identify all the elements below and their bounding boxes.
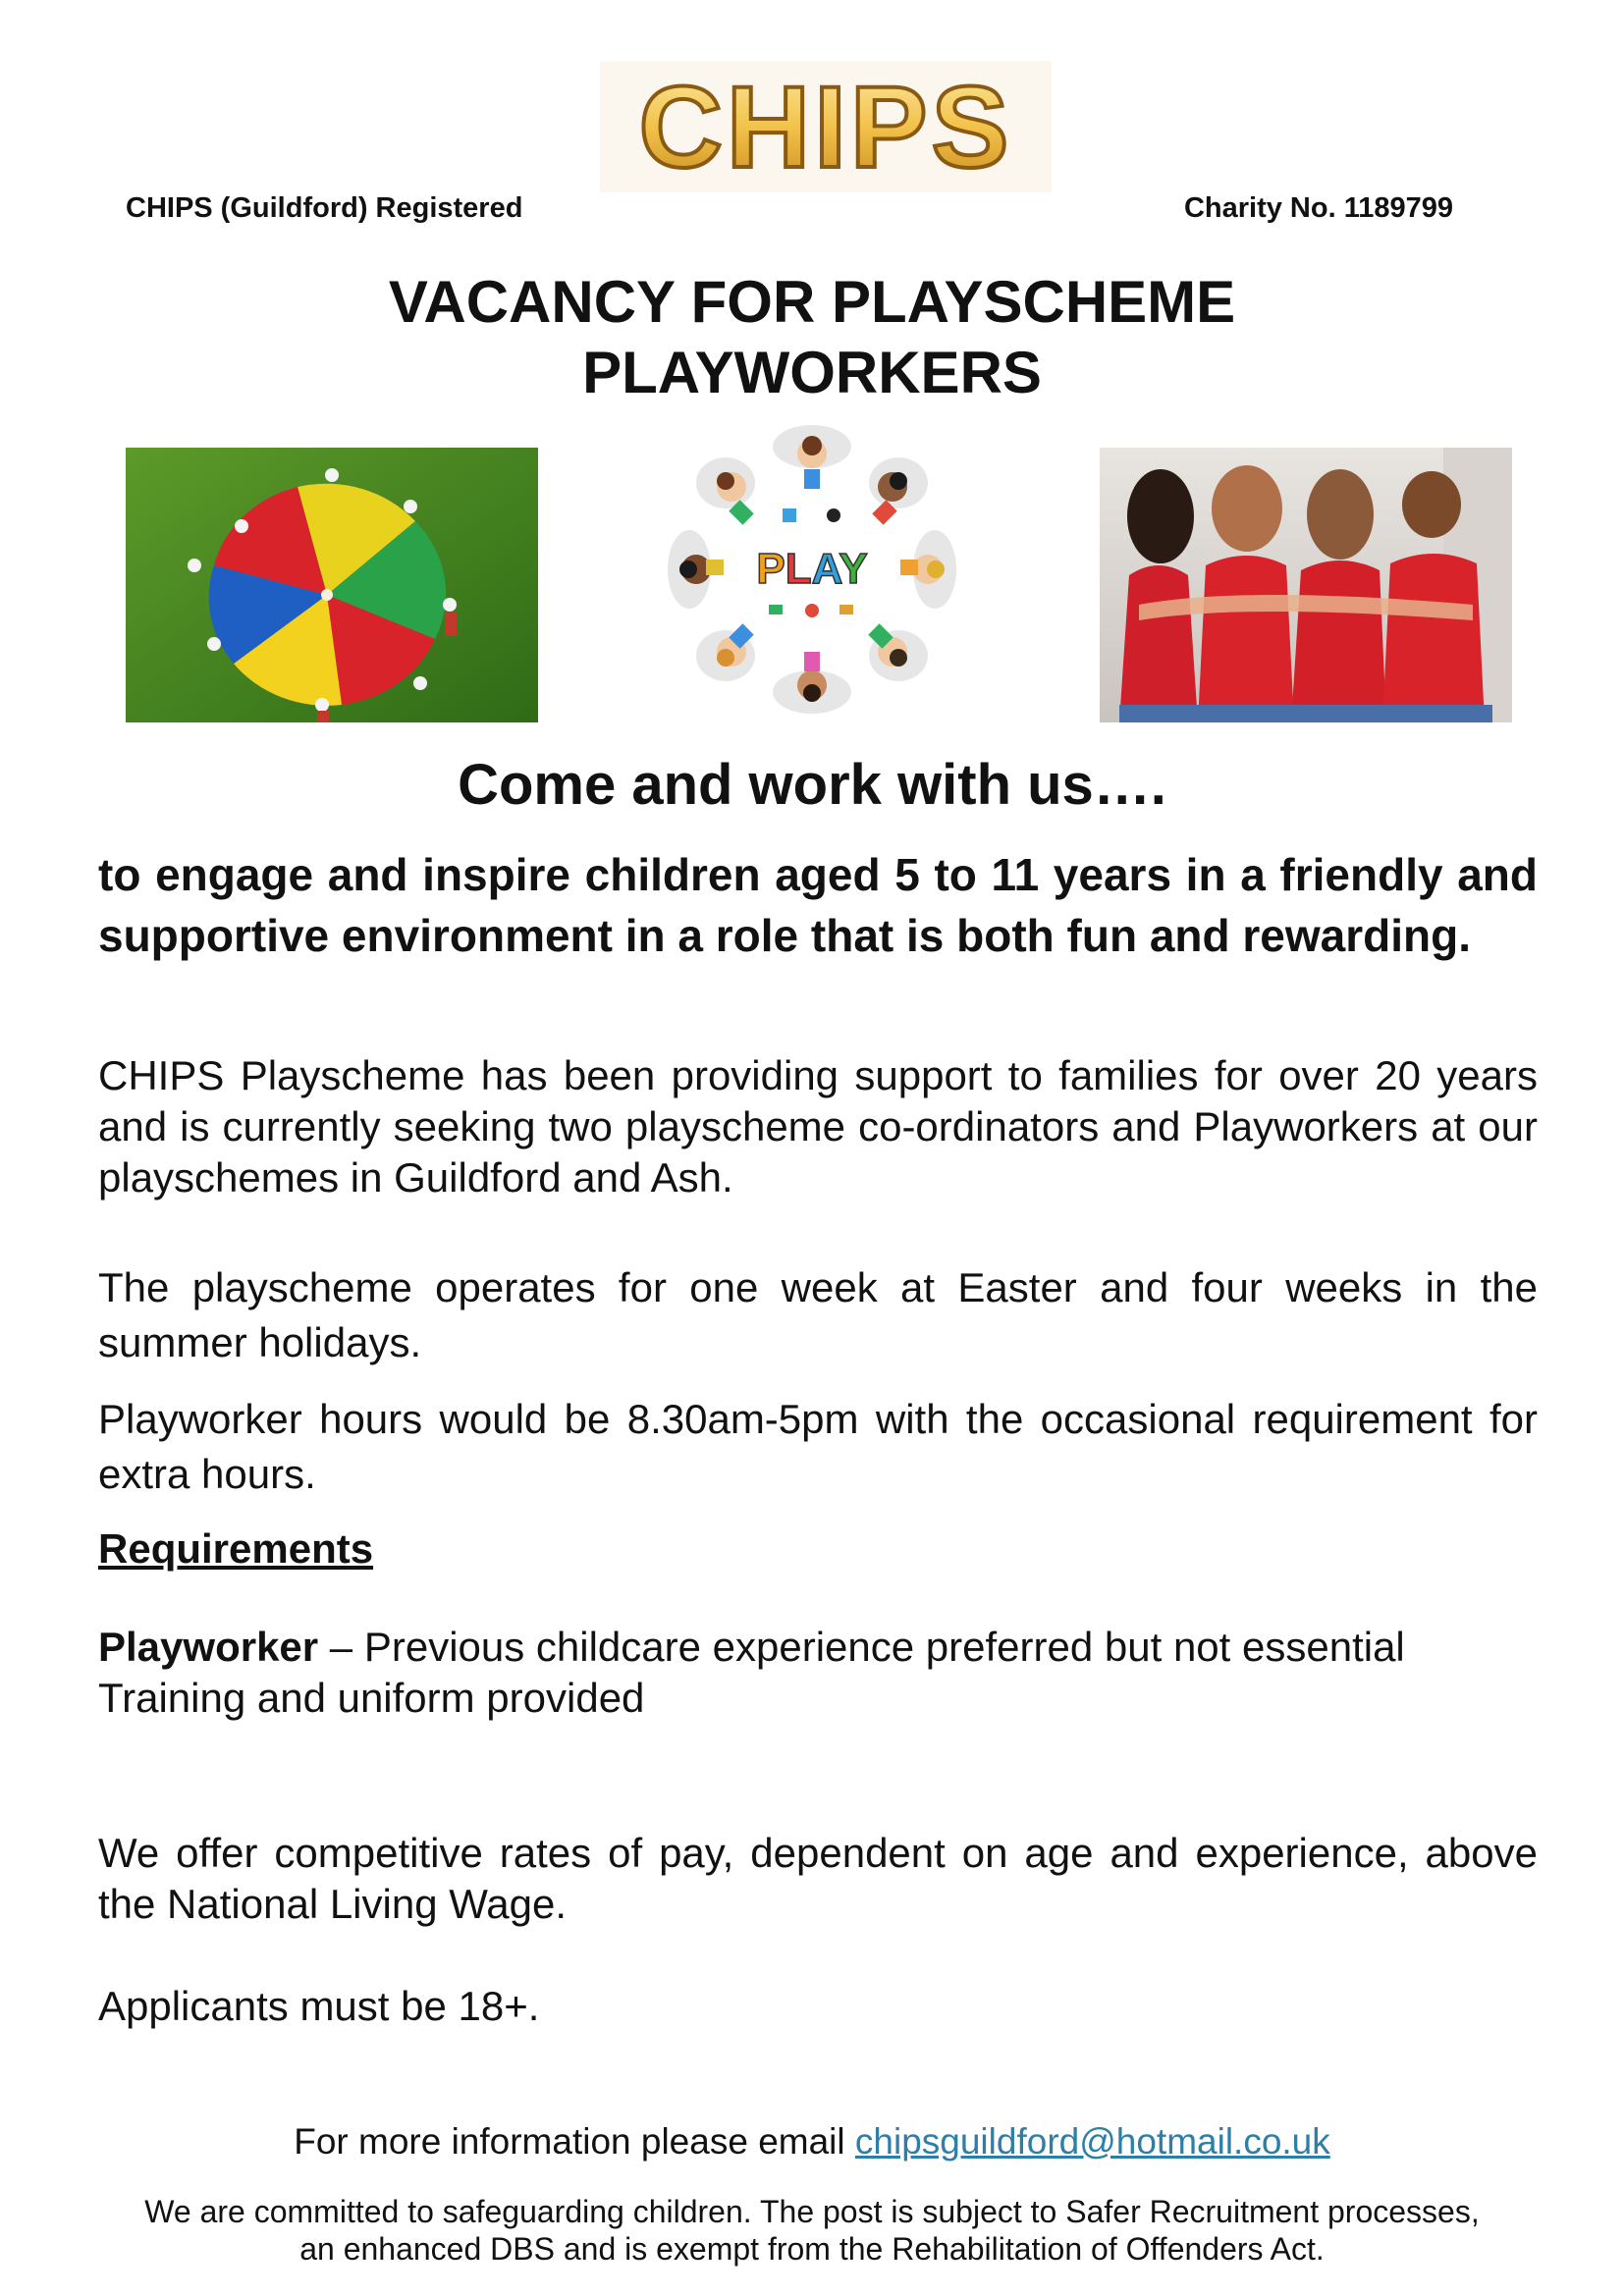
parachute-game-photo [126, 448, 538, 722]
chips-logo [600, 61, 1052, 192]
requirements-heading: Requirements [98, 1525, 374, 1572]
intro-paragraph: to engage and inspire children aged 5 to 11 years in a friendly and supportive environment in a role that is both fun and rewarding. [98, 849, 1538, 961]
play-sign-text: PLAY [756, 545, 868, 593]
svg-text:CHIPS: CHIPS [638, 63, 1013, 192]
commitment-line1: We are committed to safeguarding children. The post is subject to Safer Recruitment processes, [144, 2194, 1480, 2229]
more-info-text: For more information please email [294, 2121, 855, 2162]
requirements-paragraph [98, 1622, 1538, 1724]
email-link[interactable]: chipsguildford@hotmail.co.uk [854, 2121, 1330, 2162]
team-hug-photo [1100, 448, 1512, 722]
commitment-line2: an enhanced DBS and is exempt from the Rehabilitation of Offenders Act. [299, 2231, 1325, 2267]
page-title-line2: PLAYWORKERS [582, 340, 1042, 405]
age-paragraph: Applicants must be 18+. [98, 1983, 540, 2029]
page-title-line1: VACANCY FOR PLAYSCHEME [388, 269, 1236, 335]
more-info-line [0, 2116, 1624, 2167]
schedule-paragraph: The playscheme operates for one week at Easter and four weeks in the summer holidays. [98, 1264, 1538, 1365]
charity-number: Charity No. 1189799 [1183, 192, 1453, 224]
about-paragraph: CHIPS Playscheme has been providing support to families for over 20 years and is currently seeking two playscheme co-ordinators and Playworkers at our playschemes in Guildford and Ash. [98, 1052, 1538, 1201]
pay-paragraph: We offer competitive rates of pay, dependent on age and experience, above the National Living Wage. [98, 1830, 1538, 1927]
registered-label: CHIPS (Guildford) Registered [126, 192, 523, 224]
req-text: – Previous childcare experience preferred but not essential [318, 1624, 1405, 1670]
req-text2: Training and uniform provided [98, 1675, 645, 1721]
play-children-circle-image [650, 412, 974, 726]
hours-paragraph: Playworker hours would be 8.30am-5pm with the occasional requirement for extra hours. [98, 1396, 1538, 1497]
headline: Come and work with us…. [458, 753, 1166, 817]
req-role: Playworker [98, 1624, 319, 1670]
safeguarding-statement [0, 2193, 1624, 2268]
